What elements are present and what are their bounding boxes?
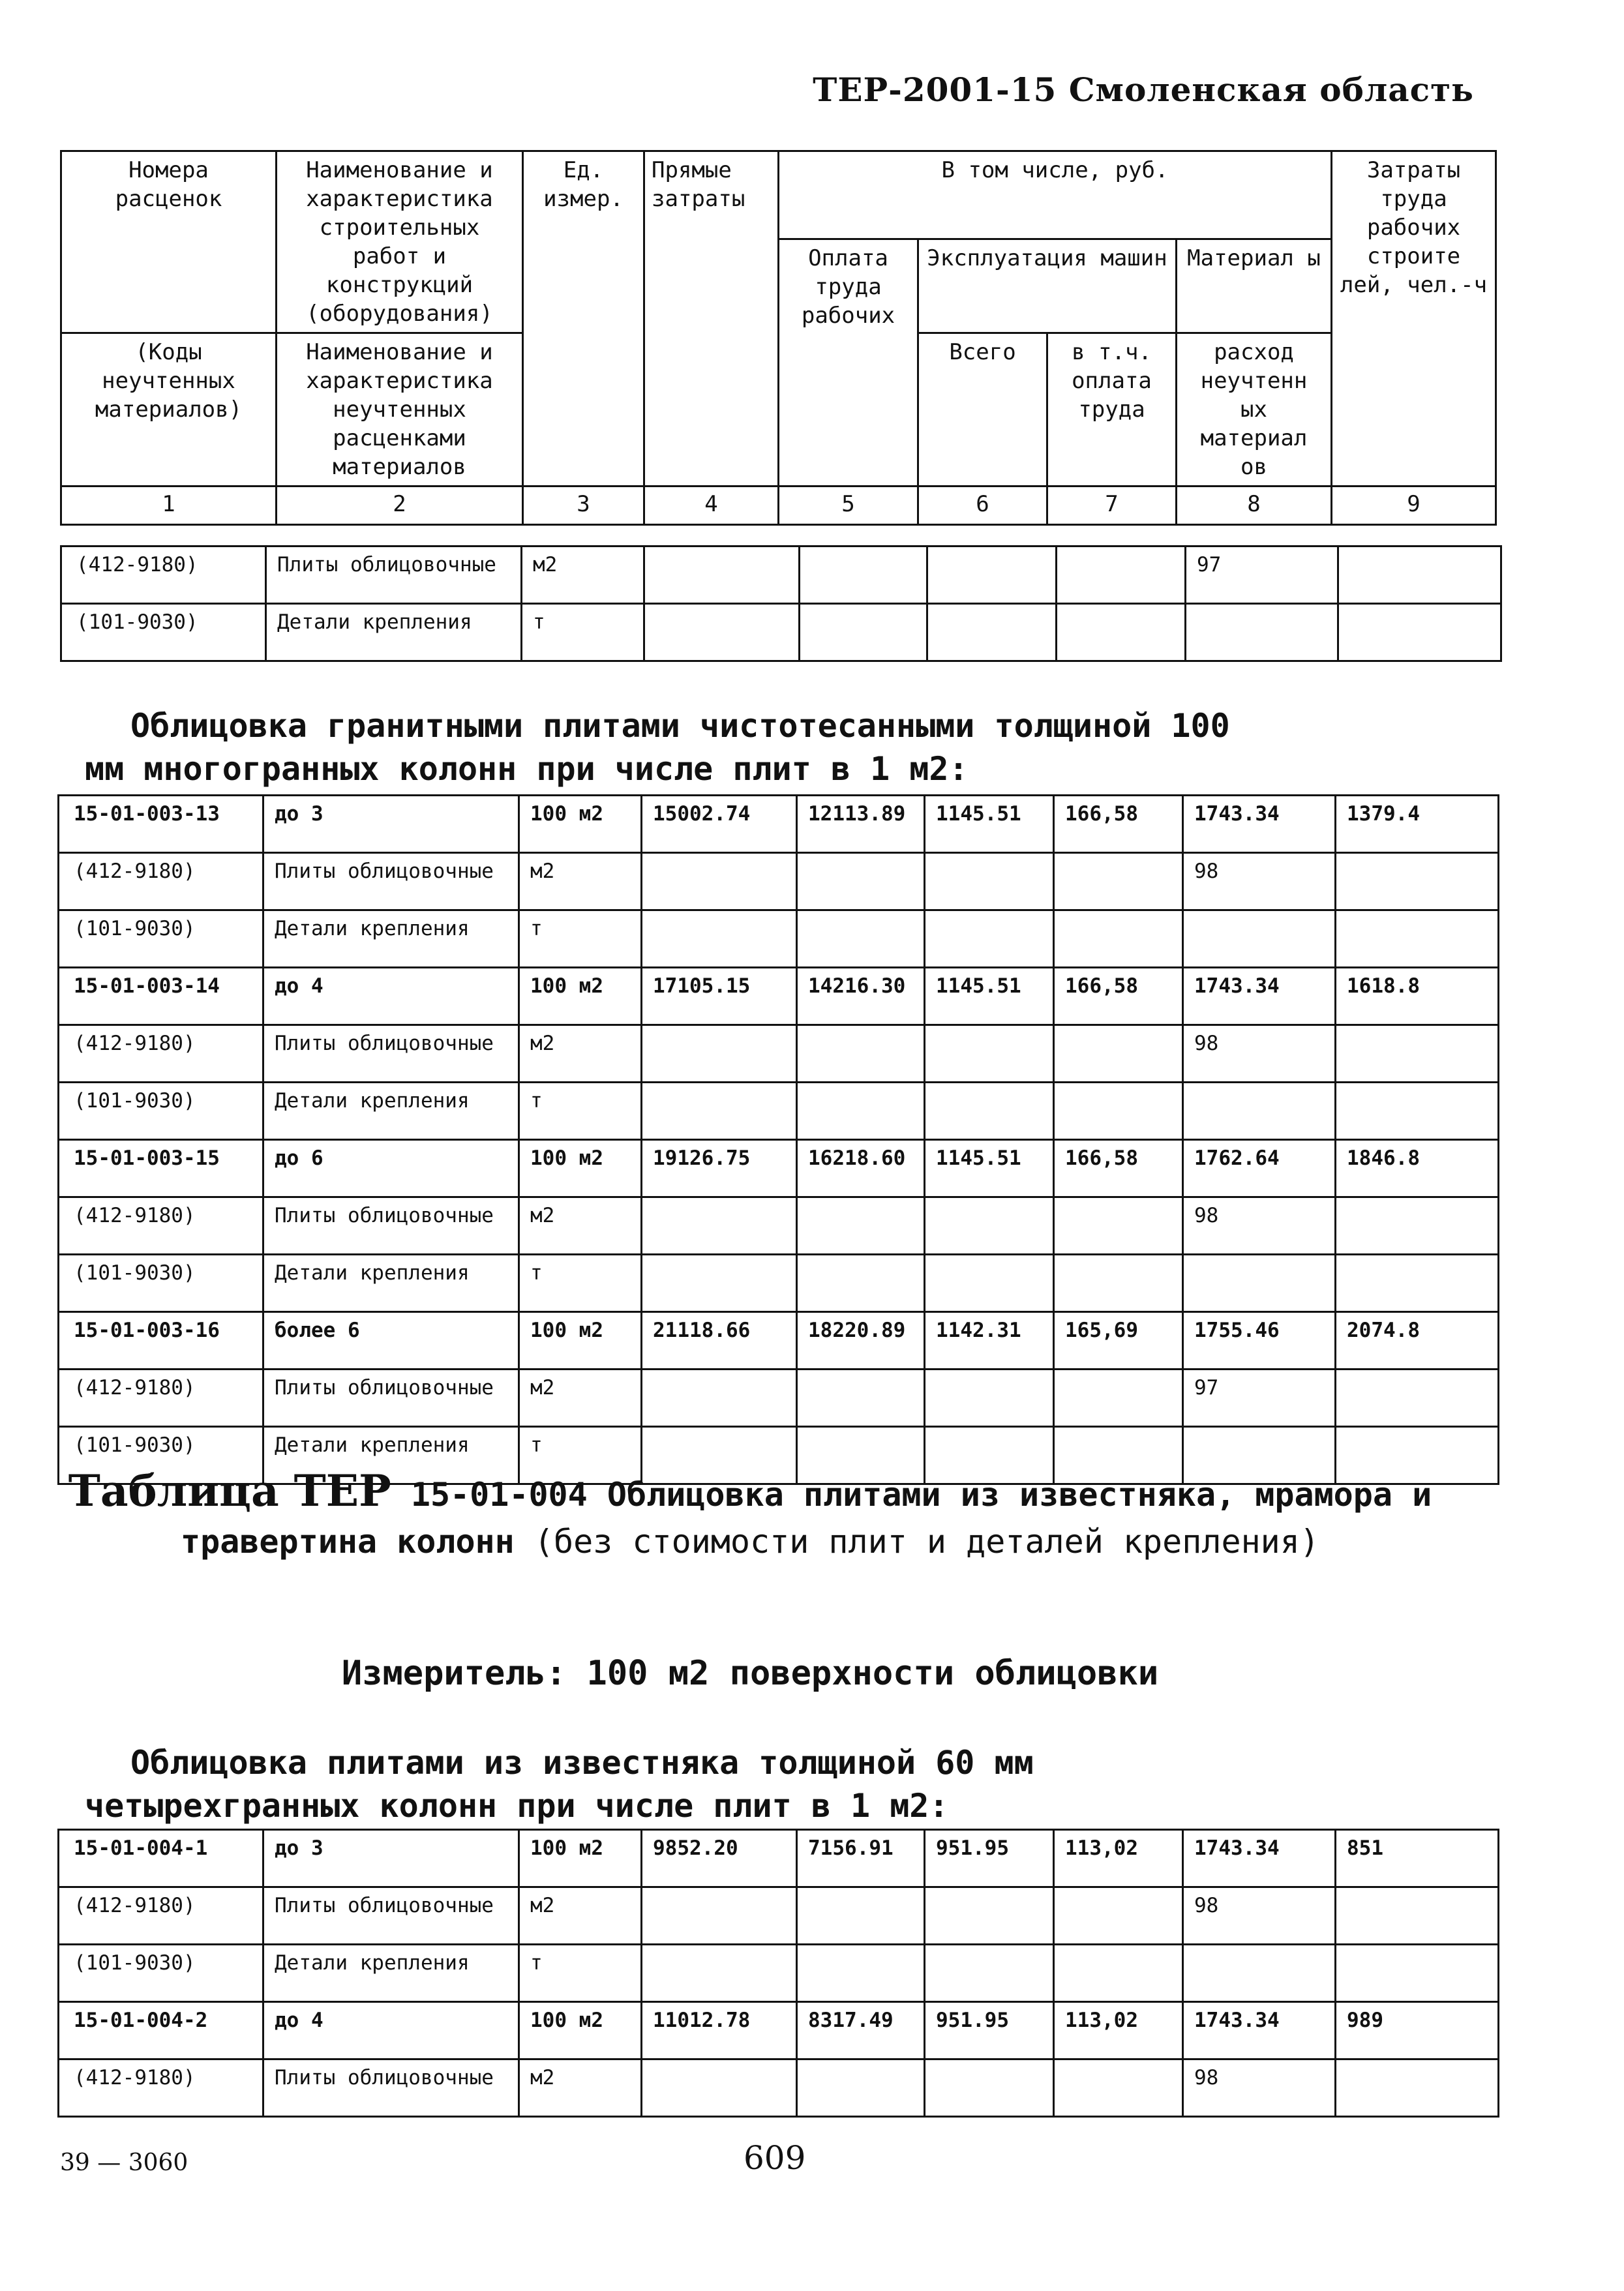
table-cell — [1054, 853, 1183, 910]
table-cell: 1145.51 — [925, 1140, 1054, 1197]
table-cell: (101-9030) — [59, 1083, 263, 1140]
table-cell: Детали крепления — [263, 1255, 519, 1312]
table-cell: 100 м2 — [519, 1830, 642, 1887]
table-cell: 1762.64 — [1183, 1140, 1336, 1197]
table-cell — [927, 604, 1057, 661]
table-cell: 166,58 — [1054, 796, 1183, 853]
table-cell: Плиты облицовочные — [263, 2059, 519, 2117]
table-cell — [642, 1197, 797, 1255]
table-title-normal-text: (без стоимости плит и деталей крепления) — [534, 1523, 1319, 1561]
table-cell — [1054, 1083, 1183, 1140]
table-cell: 100 м2 — [519, 2002, 642, 2059]
table-cell — [925, 1083, 1054, 1140]
table-cell: 1743.34 — [1183, 968, 1336, 1025]
table-cell — [1338, 547, 1501, 604]
table-cell — [925, 2059, 1054, 2117]
table-title-code: 15-01-004 — [410, 1476, 588, 1514]
section-heading-line: Облицовка плитами из известняка толщиной 60 мм — [130, 1744, 1034, 1782]
table-cell: 15-01-003-13 — [59, 796, 263, 853]
table-cell: 1618.8 — [1336, 968, 1499, 1025]
table-cell — [925, 1945, 1054, 2002]
table-cell — [1336, 910, 1499, 968]
table-cell: 1743.34 — [1183, 2002, 1336, 2059]
table-cell: Плиты облицовочные — [263, 1025, 519, 1083]
table-row — [59, 2059, 1499, 2117]
table-cell: 15-01-003-14 — [59, 968, 263, 1025]
table-row — [59, 1370, 1499, 1427]
table-cell — [1338, 604, 1501, 661]
table-cell — [1054, 1255, 1183, 1312]
table-cell: 165,69 — [1054, 1312, 1183, 1370]
table-cell — [1336, 1255, 1499, 1312]
table-cell: 16218.60 — [797, 1140, 925, 1197]
table-cell — [1336, 1083, 1499, 1140]
table-cell — [1336, 1887, 1499, 1945]
table-cell — [642, 1025, 797, 1083]
table-cell — [800, 547, 927, 604]
table-cell: м2 — [519, 1887, 642, 1945]
table-cell: м2 — [519, 1370, 642, 1427]
table-cell — [1336, 1025, 1499, 1083]
table-cell — [925, 1255, 1054, 1312]
table-cell — [644, 547, 800, 604]
table-row — [59, 1830, 1499, 1887]
table-cell: 97 — [1183, 1370, 1336, 1427]
data-table-limestone — [57, 1829, 1499, 2118]
col-header-2b: Наименование и характеристика неучтенных расценками материалов — [277, 333, 523, 487]
column-number: 7 — [1047, 487, 1177, 525]
table-cell: 14216.30 — [797, 968, 925, 1025]
table-cell — [927, 547, 1057, 604]
table-cell — [925, 910, 1054, 968]
table-row — [59, 1083, 1499, 1140]
col-header-9: Затраты труда рабочих строите лей, чел.-ч — [1332, 151, 1496, 487]
measure-unit: Измеритель: 100 м2 поверхности облицовки — [341, 1654, 1159, 1693]
table-row — [59, 1140, 1499, 1197]
table-row — [61, 547, 1501, 604]
table-cell — [797, 910, 925, 968]
table-cell: 15-01-003-16 — [59, 1312, 263, 1370]
table-cell: 1379.4 — [1336, 796, 1499, 853]
table-cell — [1336, 2059, 1499, 2117]
table-cell — [642, 1370, 797, 1427]
table-cell — [1054, 910, 1183, 968]
page-header-title: ТЕР-2001-15 Смоленская область — [813, 70, 1474, 109]
page-number: 609 — [744, 2139, 806, 2177]
table-cell — [642, 1887, 797, 1945]
table-cell: 15-01-004-1 — [59, 1830, 263, 1887]
table-row — [59, 1312, 1499, 1370]
table-cell: 98 — [1183, 2059, 1336, 2117]
table-cell — [1057, 604, 1186, 661]
table-cell: 851 — [1336, 1830, 1499, 1887]
table-cell: до 4 — [263, 2002, 519, 2059]
table-cell: 1846.8 — [1336, 1140, 1499, 1197]
table-cell — [1336, 1370, 1499, 1427]
table-title-bold-text: Облицовка плитами из известняка, мрамора и травертина колонн — [181, 1476, 1432, 1561]
table-cell: Детали крепления — [263, 910, 519, 968]
col-header-7: в т.ч. оплата труда — [1047, 333, 1177, 487]
table-cell: т — [519, 1083, 642, 1140]
column-number: 5 — [779, 487, 918, 525]
table-cell: 951.95 — [925, 1830, 1054, 1887]
table-cell: (101-9030) — [61, 604, 266, 661]
table-cell — [925, 1887, 1054, 1945]
table-cell: 100 м2 — [519, 796, 642, 853]
data-table-continuation — [60, 545, 1502, 662]
table-cell — [1183, 1083, 1336, 1140]
table-cell — [800, 604, 927, 661]
table-cell: (412-9180) — [59, 2059, 263, 2117]
table-cell: м2 — [519, 2059, 642, 2117]
table-cell — [1054, 1887, 1183, 1945]
table-cell — [797, 1370, 925, 1427]
col-header-machines: Эксплуатация машин — [918, 239, 1177, 333]
table-cell: 1142.31 — [925, 1312, 1054, 1370]
table-cell: м2 — [519, 1197, 642, 1255]
column-header-table — [60, 150, 1497, 526]
table-cell: 9852.20 — [642, 1830, 797, 1887]
table-cell: Плиты облицовочные — [263, 1197, 519, 1255]
table-cell: м2 — [522, 547, 644, 604]
table-row — [59, 1887, 1499, 1945]
table-cell — [1054, 2059, 1183, 2117]
table-cell — [797, 1887, 925, 1945]
table-cell: 7156.91 — [797, 1830, 925, 1887]
table-cell: м2 — [519, 853, 642, 910]
table-cell — [1054, 1370, 1183, 1427]
table-cell: 98 — [1183, 853, 1336, 910]
col-header-1b: (Коды неучтенных материалов) — [61, 333, 277, 487]
col-header-1a: Номера расценок — [61, 151, 277, 333]
table-cell — [642, 910, 797, 968]
table-cell: т — [519, 910, 642, 968]
table-cell: 17105.15 — [642, 968, 797, 1025]
footer-code: 39 — 3060 — [60, 2149, 188, 2176]
table-cell — [797, 1025, 925, 1083]
table-cell: т — [519, 1427, 642, 1484]
table-cell: 1145.51 — [925, 968, 1054, 1025]
table-cell: 98 — [1183, 1197, 1336, 1255]
table-cell — [1186, 604, 1338, 661]
table-title-lead: Таблица ТЕР — [68, 1465, 391, 1516]
table-cell — [1336, 1197, 1499, 1255]
column-number: 6 — [918, 487, 1047, 525]
col-header-2a: Наименование и характеристика строительных работ и конструкций (оборудования) — [277, 151, 523, 333]
data-table-granite — [57, 794, 1499, 1485]
col-header-5: Оплата труда рабочих — [779, 239, 918, 487]
table-row — [59, 1197, 1499, 1255]
table-cell — [1183, 910, 1336, 968]
column-number: 3 — [523, 487, 644, 525]
table-cell: 15-01-003-15 — [59, 1140, 263, 1197]
table-cell: 951.95 — [925, 2002, 1054, 2059]
section-heading-limestone — [0, 1741, 1624, 1827]
table-cell — [1183, 1255, 1336, 1312]
table-cell: 1743.34 — [1183, 1830, 1336, 1887]
table-cell: (412-9180) — [59, 1370, 263, 1427]
table-cell: 98 — [1183, 1887, 1336, 1945]
table-cell — [797, 1945, 925, 2002]
table-cell — [797, 1083, 925, 1140]
table-cell: 166,58 — [1054, 1140, 1183, 1197]
table-row — [59, 2002, 1499, 2059]
table-cell — [642, 2059, 797, 2117]
table-cell: до 6 — [263, 1140, 519, 1197]
table-cell: 1145.51 — [925, 796, 1054, 853]
table-cell: до 4 — [263, 968, 519, 1025]
table-cell: Детали крепления — [263, 1083, 519, 1140]
table-row — [59, 1025, 1499, 1083]
table-cell: 100 м2 — [519, 1312, 642, 1370]
table-cell — [1054, 1197, 1183, 1255]
column-number: 4 — [644, 487, 779, 525]
table-row — [61, 604, 1501, 661]
section-heading-granite — [0, 704, 1624, 790]
table-cell: (412-9180) — [61, 547, 266, 604]
table-cell: 97 — [1186, 547, 1338, 604]
table-cell: до 3 — [263, 1830, 519, 1887]
table-cell: т — [522, 604, 644, 661]
col-header-8a: Материал ы — [1177, 239, 1332, 333]
table-cell: (101-9030) — [59, 910, 263, 968]
table-cell — [1054, 1945, 1183, 2002]
table-row — [59, 1945, 1499, 2002]
table-row — [59, 1255, 1499, 1312]
table-cell — [644, 604, 800, 661]
table-cell: (412-9180) — [59, 1197, 263, 1255]
table-cell: (101-9030) — [59, 1255, 263, 1312]
table-cell — [925, 1025, 1054, 1083]
table-cell: 100 м2 — [519, 1140, 642, 1197]
table-cell: Плиты облицовочные — [263, 1887, 519, 1945]
table-cell — [642, 1083, 797, 1140]
table-cell: м2 — [519, 1025, 642, 1083]
table-cell — [797, 1197, 925, 1255]
table-cell: (412-9180) — [59, 1887, 263, 1945]
table-cell: 19126.75 — [642, 1140, 797, 1197]
table-cell — [1336, 1945, 1499, 2002]
table-cell: 98 — [1183, 1025, 1336, 1083]
column-number-row — [61, 487, 1496, 525]
col-header-4: Прямые затраты — [644, 151, 779, 487]
col-header-included: В том числе, руб. — [779, 151, 1332, 239]
table-cell: т — [519, 1945, 642, 2002]
table-cell: Плиты облицовочные — [263, 1370, 519, 1427]
table-cell — [797, 2059, 925, 2117]
table-cell — [642, 1945, 797, 2002]
table-cell: (101-9030) — [59, 1427, 263, 1484]
column-number: 8 — [1177, 487, 1332, 525]
table-cell — [797, 1255, 925, 1312]
table-cell: Плиты облицовочные — [266, 547, 522, 604]
table-cell — [925, 853, 1054, 910]
table-cell: Детали крепления — [263, 1427, 519, 1484]
table-cell: 113,02 — [1054, 2002, 1183, 2059]
column-number: 1 — [61, 487, 277, 525]
table-cell: 166,58 — [1054, 968, 1183, 1025]
table-cell: (101-9030) — [59, 1945, 263, 2002]
table-row — [59, 910, 1499, 968]
table-cell: Детали крепления — [266, 604, 522, 661]
table-cell — [925, 1197, 1054, 1255]
table-cell: (412-9180) — [59, 1025, 263, 1083]
table-cell: 100 м2 — [519, 968, 642, 1025]
table-cell: 18220.89 — [797, 1312, 925, 1370]
table-row — [59, 853, 1499, 910]
table-cell: Детали крепления — [263, 1945, 519, 2002]
table-row — [59, 968, 1499, 1025]
table-cell — [642, 1255, 797, 1312]
table-cell — [925, 1370, 1054, 1427]
table-cell: 8317.49 — [797, 2002, 925, 2059]
table-cell — [1054, 1025, 1183, 1083]
col-header-8b: расход неучтенн ых материал ов — [1177, 333, 1332, 487]
table-cell: 12113.89 — [797, 796, 925, 853]
table-cell: 2074.8 — [1336, 1312, 1499, 1370]
table-cell: 21118.66 — [642, 1312, 797, 1370]
table-cell: (412-9180) — [59, 853, 263, 910]
table-title — [65, 1467, 1435, 1565]
table-row — [59, 796, 1499, 853]
section-heading-line: четырехгранных колонн при числе плит в 1 м2: — [85, 1787, 949, 1825]
table-cell: 15002.74 — [642, 796, 797, 853]
table-cell — [797, 853, 925, 910]
table-cell: 113,02 — [1054, 1830, 1183, 1887]
section-heading-line: мм многогранных колонн при числе плит в 1 м2: — [85, 750, 969, 788]
table-cell: более 6 — [263, 1312, 519, 1370]
table-cell: 1755.46 — [1183, 1312, 1336, 1370]
table-cell — [1183, 1945, 1336, 2002]
table-cell: т — [519, 1255, 642, 1312]
table-cell — [1057, 547, 1186, 604]
table-cell: до 3 — [263, 796, 519, 853]
col-header-3: Ед. измер. — [523, 151, 644, 487]
table-cell: 1743.34 — [1183, 796, 1336, 853]
section-heading-line: Облицовка гранитными плитами чистотесанными толщиной 100 — [130, 707, 1230, 745]
table-cell: 989 — [1336, 2002, 1499, 2059]
column-number: 9 — [1332, 487, 1496, 525]
col-header-6: Всего — [918, 333, 1047, 487]
table-cell: Плиты облицовочные — [263, 853, 519, 910]
table-cell — [642, 853, 797, 910]
table-cell — [1336, 853, 1499, 910]
table-cell: 11012.78 — [642, 2002, 797, 2059]
column-number: 2 — [277, 487, 523, 525]
table-cell: 15-01-004-2 — [59, 2002, 263, 2059]
